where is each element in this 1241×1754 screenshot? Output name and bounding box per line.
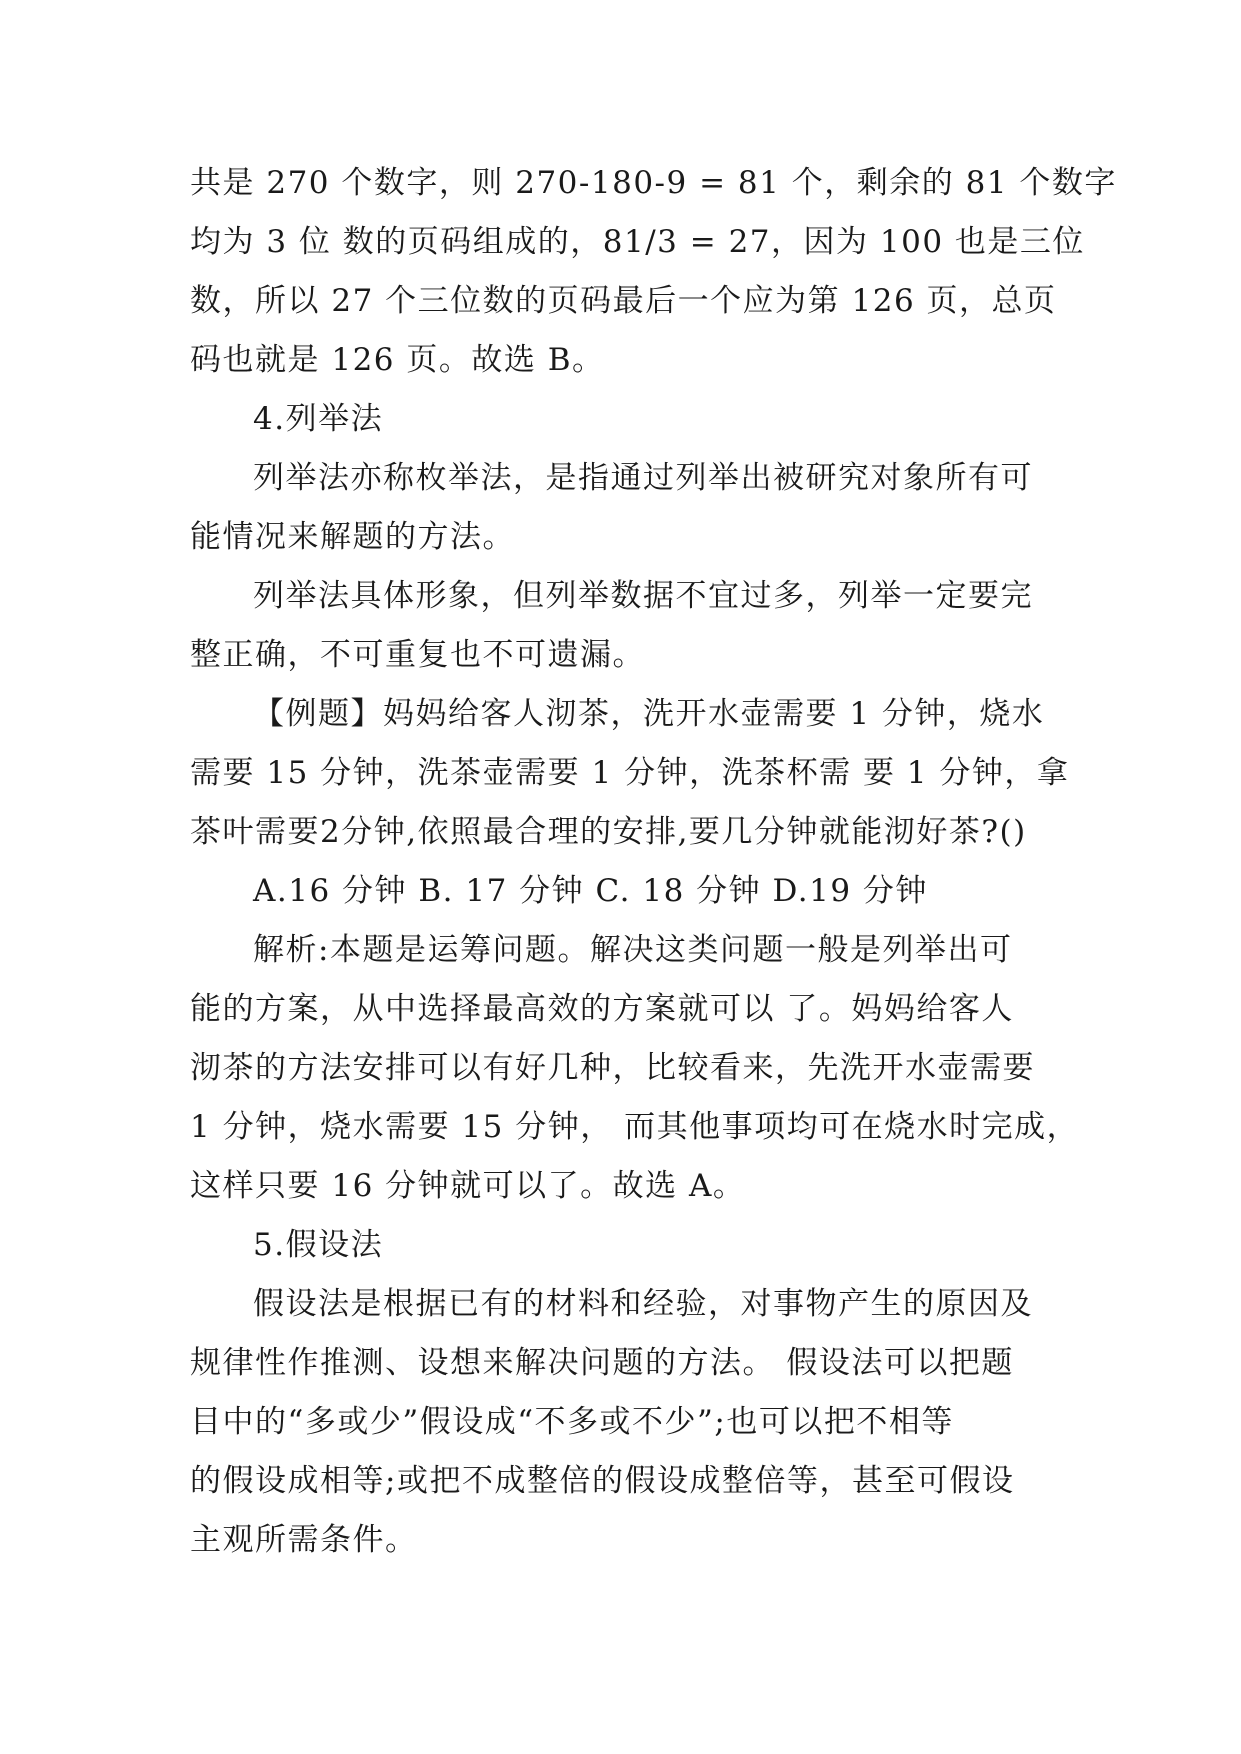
- text-line: 数，所以 27 个三位数的页码最后一个应为第 126 页，总页: [190, 283, 1057, 319]
- example-line: 【例题】妈妈给客人沏茶，洗开水壶需要 1 分钟，烧水: [253, 696, 1045, 732]
- text-line: 假设法是根据已有的材料和经验，对事物产生的原因及: [253, 1286, 1033, 1322]
- text-line: 主观所需条件。: [190, 1522, 418, 1558]
- text-line: 码也就是 126 页。故选 B。: [190, 342, 605, 378]
- example-line: 茶叶需要2分钟,依照最合理的安排,要几分钟就能沏好茶?(): [190, 814, 1027, 850]
- section-heading: 5.假设法: [253, 1227, 384, 1263]
- analysis-line: 解析:本题是运筹问题。解决这类问题一般是列举出可: [253, 932, 1013, 968]
- text-line: 规律性作推测、设想来解决问题的方法。 假设法可以把题: [190, 1345, 1014, 1381]
- analysis-line: 这样只要 16 分钟就可以了。故选 A。: [190, 1168, 746, 1204]
- answer-options: A.16 分钟 B. 17 分钟 C. 18 分钟 D.19 分钟: [253, 873, 928, 909]
- text-line: 目中的“多或少”假设成“不多或不少”;也可以把不相等: [190, 1404, 954, 1440]
- text-line: 整正确，不可重复也不可遗漏。: [190, 637, 645, 673]
- text-line: 列举法具体形象，但列举数据不宜过多，列举一定要完: [253, 578, 1033, 614]
- text-line: 均为 3 位 数的页码组成的，81/3 = 27，因为 100 也是三位: [190, 224, 1085, 260]
- analysis-line: 1 分钟，烧水需要 15 分钟， 而其他事项均可在烧水时完成，: [190, 1109, 1080, 1145]
- text-line: 能情况来解题的方法。: [190, 519, 515, 555]
- example-line: 需要 15 分钟，洗茶壶需要 1 分钟，洗茶杯需 要 1 分钟，拿: [190, 755, 1070, 791]
- analysis-line: 沏茶的方法安排可以有好几种，比较看来，先洗开水壶需要: [190, 1050, 1035, 1086]
- section-heading: 4.列举法: [253, 401, 384, 437]
- text-line: 的假设成相等;或把不成整倍的假设成整倍等，甚至可假设: [190, 1463, 1015, 1499]
- text-line: 列举法亦称枚举法，是指通过列举出被研究对象所有可: [253, 460, 1033, 496]
- text-line: 共是 270 个数字，则 270-180-9 = 81 个，剩余的 81 个数字: [190, 165, 1117, 201]
- analysis-line: 能的方案，从中选择最高效的方案就可以 了。妈妈给客人: [190, 991, 1014, 1027]
